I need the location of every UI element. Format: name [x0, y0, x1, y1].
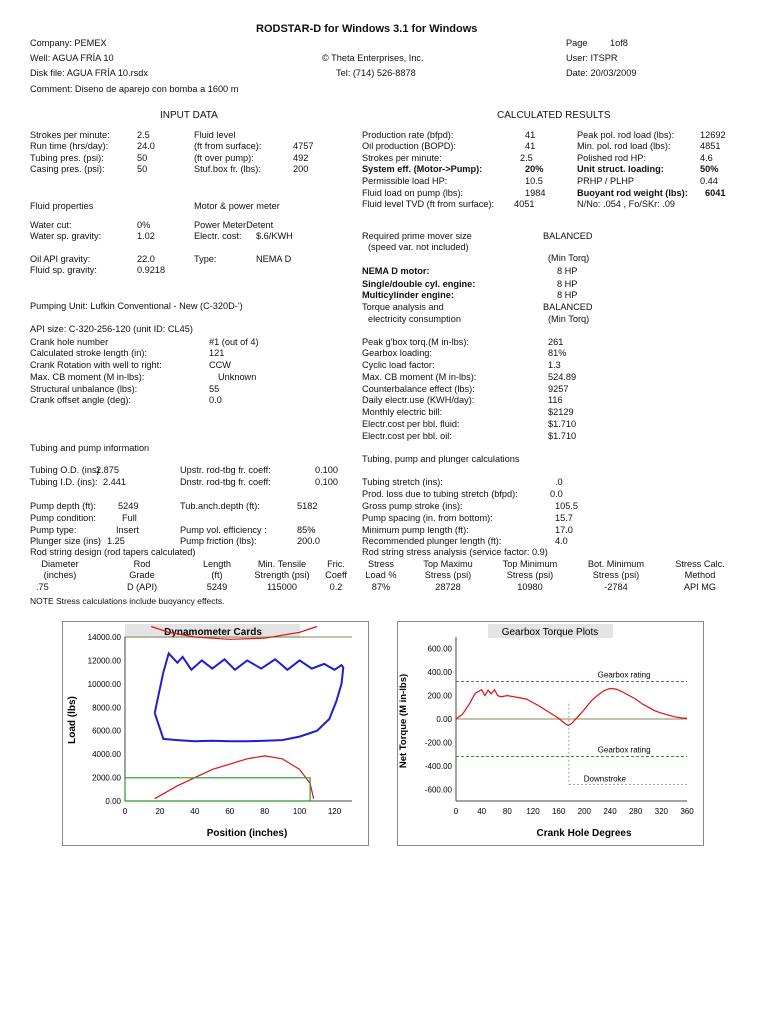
value: 81%	[548, 348, 567, 358]
table-cell: 115000	[267, 582, 297, 592]
value: 41	[525, 141, 536, 151]
label: Recommended plunger length (ft):	[362, 536, 502, 546]
comment: Comment: Diseno de aparejo con bomba a 1600 m	[30, 84, 239, 94]
col-header: Bot. Minimum	[587, 559, 645, 569]
value: 55	[209, 384, 220, 394]
col-header: Fric.	[327, 559, 345, 569]
value: CCW	[209, 360, 231, 370]
col-subheader: (inches)	[43, 570, 77, 580]
label: Counterbalance effect (lbs):	[362, 384, 475, 394]
value: BALANCED	[543, 302, 593, 312]
label: Calculated stroke length (in):	[30, 348, 147, 358]
value: 0.9218	[137, 265, 166, 275]
value: 8 HP	[557, 279, 578, 289]
label: Structural unbalance (lbs):	[30, 384, 138, 394]
label: Pump friction (lbs):	[180, 536, 257, 546]
value: 0.0	[550, 489, 563, 499]
x-tick-label: 240	[603, 807, 617, 816]
col-subheader: (ft)	[211, 570, 223, 580]
pumping-unit: Pumping Unit: Lufkin Conventional - New (C-320D-')	[30, 301, 243, 311]
label: Cyclic load factor:	[362, 360, 435, 370]
col-subheader: Stress (psi)	[424, 570, 472, 580]
col-header: Diameter	[41, 559, 79, 569]
label: Pump type:	[30, 525, 77, 535]
value: 20%	[525, 164, 544, 174]
value: 492	[293, 153, 309, 163]
label: Tubing pres. (psi):	[30, 153, 104, 163]
label: Power MeterDetent	[194, 220, 274, 230]
label: Motor & power meter	[194, 201, 280, 211]
value: 0.44	[700, 176, 718, 186]
table-cell: D (API)	[126, 582, 158, 592]
value: NEMA D	[256, 254, 292, 264]
value: 5249	[118, 501, 139, 511]
label: Peak g'box torq.(M in-lbs):	[362, 337, 469, 347]
table-cell: 28728	[435, 582, 461, 592]
value: 116	[548, 395, 563, 405]
table-cell: 10980	[517, 582, 543, 592]
well: Well: AGUA FRÍA 10	[30, 53, 114, 63]
label: Gross pump stroke (ins):	[362, 501, 463, 511]
value: 4.0	[555, 536, 568, 546]
label: Fluid properties	[30, 201, 94, 211]
value: $1.710	[548, 431, 577, 441]
col-header: Rod	[133, 559, 151, 569]
input-data-heading: INPUT DATA	[160, 110, 218, 121]
disk-file: Disk file: AGUA FRÍA 10.rsdx	[30, 68, 148, 78]
value: 1.3	[548, 360, 561, 370]
label: Fluid level TVD (ft from surface):	[362, 199, 495, 209]
y-tick-label: 12000.00	[87, 656, 121, 666]
value: 0.0	[209, 395, 222, 405]
value: 4051	[514, 199, 535, 209]
x-tick-label: 120	[526, 807, 540, 816]
gearbox-torque-panel	[397, 621, 704, 846]
copyright: © Theta Enterprises, Inc.	[322, 53, 424, 63]
col-subheader: Strength (psi)	[254, 570, 310, 580]
rod-stress-analysis: Rod string stress analysis (service factor: 0.9)	[362, 547, 548, 557]
label: Max. CB moment (M in-lbs):	[30, 372, 145, 382]
label: Peak pol. rod load (lbs):	[577, 130, 675, 140]
label: Water sp. gravity:	[30, 231, 102, 241]
label: Electr. cost:	[194, 231, 242, 241]
data-series-line	[155, 653, 344, 741]
value: 2.5	[137, 130, 150, 140]
table-cell: API MG	[683, 582, 717, 592]
y-tick-label: 8000.00	[92, 703, 121, 713]
y-tick-label: 400.00	[427, 668, 452, 678]
x-tick-label: 100	[292, 807, 307, 816]
value: 4851	[700, 141, 721, 151]
label: Fluid load on pump (lbs):	[362, 188, 464, 198]
col-header: Top Maximu	[423, 559, 473, 569]
label: N/No: .054 , Fo/SKr: .09	[577, 199, 676, 209]
label: Max. CB moment (M in-lbs):	[362, 372, 477, 382]
value: Unknown	[218, 372, 257, 382]
annotation-label: Gearbox rating	[597, 670, 651, 680]
calc-results-heading: CALCULATED RESULTS	[497, 110, 611, 121]
y-tick-label: 600.00	[427, 644, 452, 654]
x-tick-label: 280	[628, 807, 643, 816]
y-tick-label: -600.00	[424, 785, 452, 795]
x-tick-label: 360	[680, 807, 694, 816]
telephone: Tel: (714) 526-8878	[336, 68, 416, 78]
value: 9257	[548, 384, 569, 394]
col-header: Top Minimum	[502, 559, 558, 569]
x-axis-label: Crank Hole Degrees	[536, 828, 632, 839]
data-series-line	[125, 778, 310, 801]
x-tick-label: 60	[225, 807, 235, 816]
value: 0%	[137, 220, 151, 230]
col-subheader: Method	[684, 570, 716, 580]
y-tick-label: 10000.00	[87, 679, 121, 689]
label: Pump spacing (in. from bottom):	[362, 513, 493, 523]
value: (Min Torq)	[548, 253, 590, 263]
label: Water cut:	[30, 220, 72, 230]
value: 2.875	[96, 465, 119, 475]
x-tick-label: 120	[327, 807, 342, 816]
x-tick-label: 40	[477, 807, 487, 816]
label: Production rate (bfpd):	[362, 130, 454, 140]
api-size: API size: C-320-256-120 (unit ID: CL45)	[30, 324, 193, 334]
value: 5182	[297, 501, 318, 511]
value: 15.7	[555, 513, 573, 523]
value: 2.5	[520, 153, 533, 163]
value: .0	[555, 477, 563, 487]
label: Permissible load HP:	[362, 176, 448, 186]
company: Company: PEMEX	[30, 38, 107, 48]
value: $1.710	[548, 419, 577, 429]
value: 105.5	[555, 501, 578, 511]
label: Plunger size (ins)	[30, 536, 101, 546]
dynamometer-chart	[63, 622, 368, 845]
label: Crank offset angle (deg):	[30, 395, 131, 405]
value: 10.5	[525, 176, 543, 186]
value: 12692	[700, 130, 726, 140]
col-subheader: Load %	[365, 570, 397, 580]
x-tick-label: 0	[453, 807, 459, 816]
page-label: Page	[566, 38, 588, 48]
label: Required prime mover size	[362, 231, 472, 241]
col-subheader: Grade	[129, 570, 155, 580]
label: Pump condition:	[30, 513, 96, 523]
label: Tubing O.D. (ins)	[30, 465, 100, 475]
y-tick-label: -200.00	[424, 738, 452, 748]
value: $.6/KWH	[256, 231, 293, 241]
table-cell: -2784	[604, 582, 628, 592]
label: Tub.anch.depth (ft):	[180, 501, 260, 511]
label: Fluid sp. gravity:	[30, 265, 97, 275]
label: (speed var. not included)	[368, 242, 469, 252]
value: 50	[137, 164, 148, 174]
x-tick-label: 320	[654, 807, 669, 816]
annotation-label: Downstroke	[583, 774, 626, 784]
y-tick-label: 14000.00	[87, 633, 121, 642]
y-tick-label: 0.00	[105, 797, 121, 806]
value: 0.100	[315, 477, 338, 487]
label: Oil API gravity:	[30, 254, 91, 264]
value: $2129	[548, 407, 574, 417]
label: Tubing stretch (ins):	[362, 477, 443, 487]
value: 0.100	[315, 465, 338, 475]
x-tick-label: 0	[122, 807, 128, 816]
label: Casing pres. (psi):	[30, 164, 105, 174]
y-tick-label: -400.00	[424, 761, 452, 771]
col-header: Stress	[367, 559, 395, 569]
label: Run time (hrs/day):	[30, 141, 109, 151]
col-subheader: Stress (psi)	[506, 570, 554, 580]
label: Oil production (BOPD):	[362, 141, 456, 151]
label: Buoyant rod weight (lbs):	[577, 188, 688, 198]
value: 22.0	[137, 254, 155, 264]
annotation-label: Gearbox rating	[597, 745, 651, 755]
label: NEMA D motor:	[362, 266, 430, 276]
label: Multicylinder engine:	[362, 290, 454, 300]
chart-title: Dynamometer Cards	[164, 627, 262, 638]
value: (Min Torq)	[548, 314, 590, 324]
x-tick-label: 80	[260, 807, 270, 816]
col-header: Min. Tensile	[257, 559, 307, 569]
value: 50	[137, 153, 148, 163]
value: 121	[209, 348, 225, 358]
value: 200.0	[297, 536, 320, 546]
label: (ft from surface):	[194, 141, 262, 151]
label: PRHP / PLHP	[577, 176, 635, 186]
col-header: Stress Calc.	[675, 559, 725, 569]
table-cell: 87%	[371, 582, 391, 592]
gearbox-torque-chart	[398, 622, 703, 845]
label: System eff. (Motor->Pump):	[362, 164, 483, 174]
date: Date: 20/03/2009	[566, 68, 637, 78]
label: Gearbox loading:	[362, 348, 432, 358]
table-cell: 5249	[206, 582, 228, 592]
value: 200	[293, 164, 309, 174]
value: 2.441	[103, 477, 126, 487]
value: 8 HP	[557, 266, 578, 276]
label: Daily electr.use (KWH/day):	[362, 395, 475, 405]
label: Pump vol. efficiency :	[180, 525, 267, 535]
x-tick-label: 20	[155, 807, 165, 816]
col-header: Length	[202, 559, 232, 569]
value: 24.0	[137, 141, 155, 151]
user: User: ITSPR	[566, 53, 618, 63]
label: Crank hole number	[30, 337, 109, 347]
label: Crank Rotation with well to right:	[30, 360, 162, 370]
value: 524.89	[548, 372, 577, 382]
tubing-pump-heading: Tubing and pump information	[30, 443, 150, 453]
y-axis-label: Net Torque (M in-lbs)	[398, 673, 409, 769]
value: 41	[525, 130, 536, 140]
label: Type:	[194, 254, 217, 264]
label: Single/double cyl. engine:	[362, 279, 476, 289]
label: electricity consumption	[368, 314, 461, 324]
y-tick-label: 0.00	[436, 715, 452, 724]
value: 50%	[700, 164, 719, 174]
value: Full	[122, 513, 137, 523]
label: Minimum pump length (ft):	[362, 525, 469, 535]
x-tick-label: 40	[190, 807, 200, 816]
value: 1.25	[107, 536, 125, 546]
chart-title: Gearbox Torque Plots	[501, 627, 599, 638]
label: Upstr. rod-tbg fr. coeff:	[180, 465, 271, 475]
table-cell: .75	[36, 582, 49, 592]
value: 8 HP	[557, 290, 578, 300]
label: (ft over pump):	[194, 153, 254, 163]
label: Tubing I.D. (ins):	[30, 477, 98, 487]
value: 4757	[293, 141, 314, 151]
label: Torque analysis and	[362, 302, 444, 312]
value: #1 (out of 4)	[209, 337, 259, 347]
tpp-heading: Tubing, pump and plunger calculations	[362, 454, 520, 464]
label: Electr.cost per bbl. oil:	[362, 431, 452, 441]
label: Polished rod HP:	[577, 153, 646, 163]
label: Stuf.box fr. (lbs):	[194, 164, 261, 174]
x-axis-label: Position (inches)	[206, 828, 288, 839]
value: 1.02	[137, 231, 155, 241]
y-tick-label: 200.00	[427, 691, 452, 701]
y-axis-label: Load (lbs)	[67, 696, 78, 744]
data-series-line	[456, 689, 687, 726]
label: Unit struct. loading:	[577, 164, 664, 174]
x-tick-label: 200	[577, 807, 592, 816]
value: 1984	[525, 188, 546, 198]
table-cell: 0.2	[329, 582, 343, 592]
col-subheader: Coeff	[325, 570, 347, 580]
page-number: 1of8	[610, 38, 628, 48]
dynamometer-card-panel	[62, 621, 369, 846]
label: Strokes per minute:	[362, 153, 442, 163]
label: Monthly electric bill:	[362, 407, 443, 417]
label: Fluid level	[194, 130, 236, 140]
value: 6041	[705, 188, 726, 198]
label: Strokes per minute:	[30, 130, 110, 140]
value: 17.0	[555, 525, 573, 535]
label: Dnstr. rod-tbg fr. coeff:	[180, 477, 271, 487]
y-tick-label: 4000.00	[92, 750, 121, 760]
x-tick-label: 160	[551, 807, 566, 816]
label: Prod. loss due to tubing stretch (bfpd):	[362, 489, 518, 499]
rod-string-design: Rod string design (rod tapers calculated)	[30, 547, 196, 557]
y-tick-label: 2000.00	[92, 773, 121, 783]
label: Min. pol. rod load (lbs):	[577, 141, 671, 151]
y-tick-label: 6000.00	[92, 726, 121, 736]
value: 85%	[297, 525, 316, 535]
label: Pump depth (ft):	[30, 501, 96, 511]
value: BALANCED	[543, 231, 593, 241]
value: Insert	[116, 525, 139, 535]
value: 261	[548, 337, 564, 347]
col-subheader: Stress (psi)	[592, 570, 640, 580]
label: Electr.cost per bbl. fluid:	[362, 419, 460, 429]
stress-note: NOTE Stress calculations include buoyancy effects.	[30, 596, 225, 606]
report-title: RODSTAR-D for Windows 3.1 for Windows	[256, 23, 478, 35]
value: 4.6	[700, 153, 713, 163]
x-tick-label: 80	[502, 807, 512, 816]
